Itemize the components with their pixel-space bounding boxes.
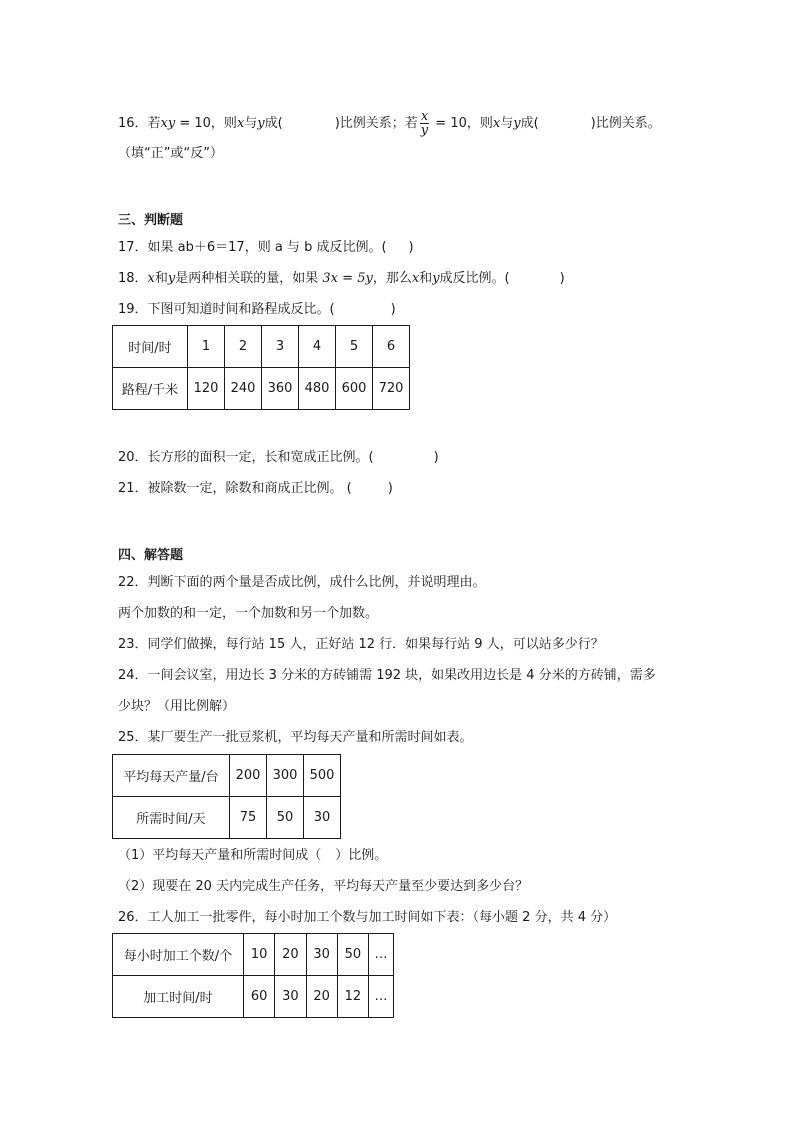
question-18: 18．x和y是两种相关联的量，如果 3x = 5y，那么x和y成反比例。( ) <box>118 271 565 286</box>
table-cell: 4 <box>299 326 336 368</box>
table-cell: 60 <box>244 976 275 1018</box>
table-row <box>113 326 410 368</box>
table-row <box>113 368 410 410</box>
question-25: 25．某厂要生产一批豆浆机，平均每天产量和所需时间如表。 <box>118 730 473 745</box>
table-cell: 50 <box>267 797 304 839</box>
q16-note: （填“正”或“反”） <box>118 146 223 161</box>
q16-text: )比例关系；若 <box>334 116 418 131</box>
q16-text: 成( <box>264 116 283 131</box>
table-cell: 75 <box>230 797 267 839</box>
table-cell: 10 <box>244 934 275 976</box>
table-row <box>113 797 341 839</box>
table-header-cell: 所需时间/天 <box>113 797 230 839</box>
table-cell: 120 <box>188 368 225 410</box>
question-25-sub-2: （2）现要在 20 天内完成生产任务，平均每天产量至少要达到多少台？ <box>118 879 529 894</box>
q16-fraction: $\frac{x}{y}$ <box>420 109 429 138</box>
table-row <box>113 934 394 976</box>
q16-var: y <box>513 116 521 131</box>
question-22-sub: 两个加数的和一定，一个加数和另一个加数。 <box>118 606 379 621</box>
table-cell: 30 <box>306 934 337 976</box>
table-19 <box>112 325 410 410</box>
section-heading-judgement: 三、判断题 <box>118 213 184 228</box>
q16-var: y <box>257 116 265 131</box>
q16-var: x <box>236 116 245 131</box>
table-cell: 3 <box>262 326 299 368</box>
table-cell: 600 <box>336 368 373 410</box>
question-21: 21．被除数一定，除数和商成正比例。 ( ) <box>118 481 393 496</box>
question-26: 26．工人加工一批零件，每小时加工个数与加工时间如下表：（每小题 2 分，共 4 分） <box>118 910 617 925</box>
table-header-cell: 路程/千米 <box>113 368 188 410</box>
table-cell: 6 <box>373 326 410 368</box>
table-cell: … <box>369 976 394 1018</box>
q16-text: )比例关系。 <box>590 116 661 131</box>
table-cell: 500 <box>304 755 341 797</box>
table-row <box>113 976 394 1018</box>
table-cell: 5 <box>336 326 373 368</box>
table-cell: 200 <box>230 755 267 797</box>
table-cell: 20 <box>275 934 306 976</box>
q16-text: = 10，则 <box>175 116 237 131</box>
q16-text: = 10，则 <box>431 116 493 131</box>
table-cell: 30 <box>304 797 341 839</box>
table-cell: 300 <box>267 755 304 797</box>
table-cell: 720 <box>373 368 410 410</box>
table-header-cell: 时间/时 <box>113 326 188 368</box>
table-cell: 30 <box>275 976 306 1018</box>
table-cell: 360 <box>262 368 299 410</box>
question-17: 17．如果 ab＋6＝17，则 a 与 b 成反比例。( ) <box>118 240 414 255</box>
table-cell: 1 <box>188 326 225 368</box>
table-cell: 240 <box>225 368 262 410</box>
question-25-sub-1: （1）平均每天产量和所需时间成（ ）比例。 <box>118 848 388 863</box>
table-header-cell: 每小时加工个数/个 <box>113 934 244 976</box>
table-cell: 2 <box>225 326 262 368</box>
question-19: 19．下图可知道时间和路程成反比。( ) <box>118 302 396 317</box>
question-24-line-1: 24．一间会议室，用边长 3 分米的方砖铺需 192 块，如果改用边长是 4 分米的方砖铺，需多 <box>118 668 656 683</box>
q16-text: 16．若 <box>118 116 161 131</box>
table-cell: … <box>369 934 394 976</box>
q16-text: 与 <box>244 116 258 131</box>
question-24-line-2: 少块？（用比例解） <box>118 699 236 714</box>
question-20: 20．长方形的面积一定，长和宽成正比例。( ) <box>118 450 439 465</box>
table-cell: 20 <box>306 976 337 1018</box>
table-cell: 50 <box>337 934 368 976</box>
table-26 <box>112 933 394 1018</box>
table-header-cell: 加工时间/时 <box>113 976 244 1018</box>
table-cell: 480 <box>299 368 336 410</box>
table-25 <box>112 754 341 839</box>
q16-expr: xy <box>160 116 176 131</box>
question-16 <box>118 110 661 137</box>
q16-text: 成( <box>520 116 539 131</box>
table-row <box>113 755 341 797</box>
table-header-cell: 平均每天产量/台 <box>113 755 230 797</box>
q16-text: 与 <box>500 116 514 131</box>
question-23: 23．同学们做操，每行站 15 人，正好站 12 行．如果每行站 9 人，可以站多少行？ <box>118 637 604 652</box>
q16-var: x <box>492 116 501 131</box>
question-22: 22．判断下面的两个量是否成比例，成什么比例，并说明理由。 <box>118 575 486 590</box>
table-cell: 12 <box>337 976 368 1018</box>
section-heading-solutions: 四、解答题 <box>118 548 184 563</box>
